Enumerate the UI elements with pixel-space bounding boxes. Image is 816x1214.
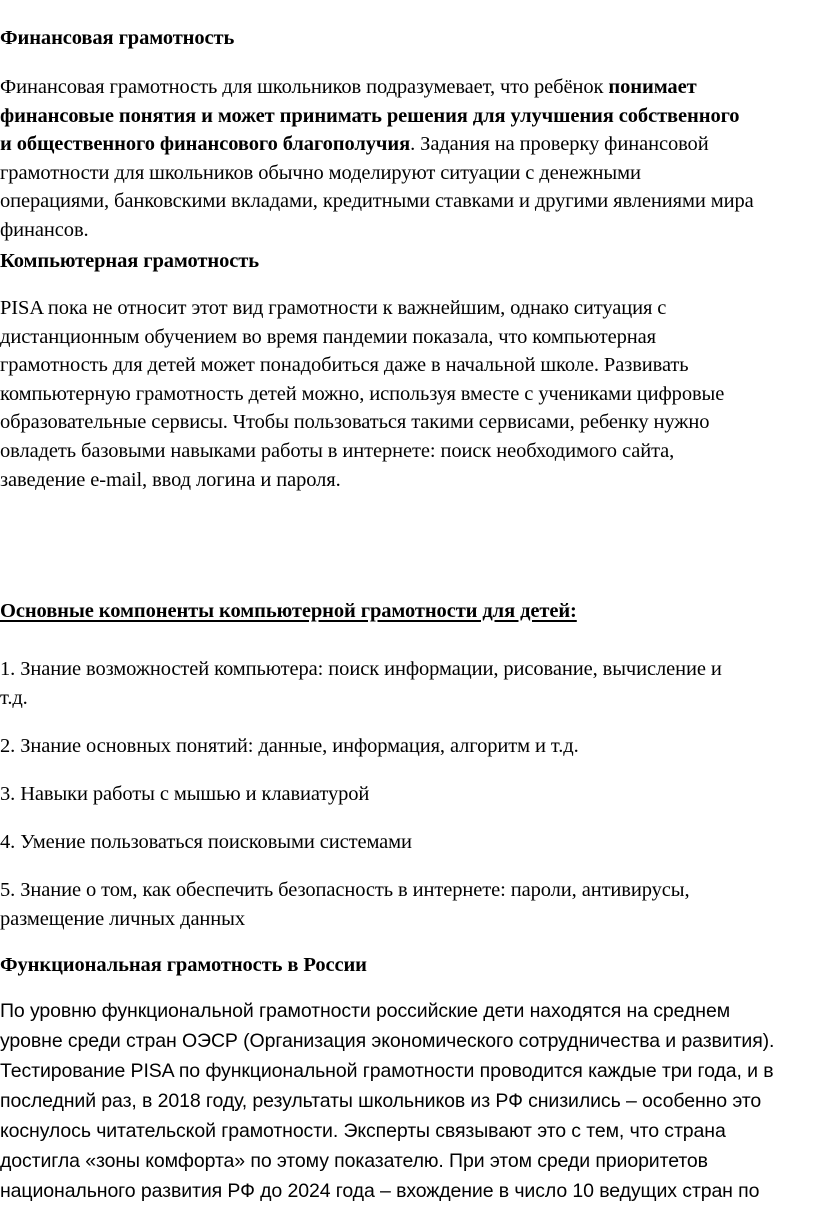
text-line: и общественного финансового благополучия. Задания на проверку финансовой xyxy=(0,133,709,156)
list-item-text: 5. Знание о том, как обеспечить безопасность в интернете: пароли, антивирусы, xyxy=(0,879,690,901)
text-line: образовательные сервисы. Чтобы пользоваться такими сервисами, ребенку нужно xyxy=(0,411,710,434)
list-item-text: 1. Знание возможностей компьютера: поиск информации, рисование, вычисление и xyxy=(0,658,722,680)
text-line: Тестирование PISA по функциональной грамотности проводится каждые три года, и в xyxy=(0,1060,774,1082)
text-line: национального развития РФ до 2024 года – вхождение в число 10 ведущих стран по xyxy=(0,1180,760,1202)
text-line: дистанционным обучением во время пандемии показала, что компьютерная xyxy=(0,325,656,348)
list-item xyxy=(0,732,816,761)
text-line: грамотности для школьников обычно моделируют ситуации с денежными xyxy=(0,161,641,184)
list-item-text-cont: т.д. xyxy=(0,686,28,709)
text-line: коснулось читательской грамотности. Эксперты связывают это с тем, что страна xyxy=(0,1120,726,1142)
text-line: финансов. xyxy=(0,218,89,241)
heading-functional-literacy-russia: Функциональная грамотность в России xyxy=(0,954,367,976)
heading-computer-literacy: Компьютерная грамотность xyxy=(0,250,259,272)
text-line: PISA пока не относит этот вид грамотности к важнейшим, однако ситуация с xyxy=(0,297,667,319)
text-line: овладеть базовыми навыками работы в интернете: поиск необходимого сайта, xyxy=(0,439,675,462)
text-line: операциями, банковскими вкладами, кредитными ставками и другими явлениями мира xyxy=(0,190,754,213)
list-item xyxy=(0,655,816,712)
heading-computer-literacy-components: Основные компоненты компьютерной грамотности для детей: xyxy=(0,600,577,622)
text-line: компьютерную грамотность детей можно, используя вместе с учениками цифровые xyxy=(0,382,725,405)
list-item-text: 2. Знание основных понятий: данные, информация, алгоритм и т.д. xyxy=(0,735,579,757)
list-item-text: 3. Навыки работы с мышью и клавиатурой xyxy=(0,783,370,805)
list-item-text: 4. Умение пользоваться поисковыми системами xyxy=(0,831,412,853)
list-item-text-cont: размещение личных данных xyxy=(0,907,246,930)
text-line: достигла «зоны комфорта» по этому показателю. При этом среди приоритетов xyxy=(0,1150,708,1172)
list-item xyxy=(0,828,816,857)
text-line: грамотность для детей может понадобиться даже в начальной школе. Развивать xyxy=(0,354,689,377)
text-line: финансовые понятия и может принимать решения для улучшения собственного xyxy=(0,104,740,127)
text-line: последний раз, в 2018 году, результаты школьников из РФ снизились – особенно это xyxy=(0,1090,762,1112)
text-line: уровне среди стран ОЭСР (Организация экономического сотрудничества и развития). xyxy=(0,1030,775,1052)
paragraph-financial-literacy xyxy=(0,73,816,245)
paragraph-functional-literacy-russia xyxy=(0,996,816,1206)
list-item xyxy=(0,876,816,933)
paragraph-computer-literacy xyxy=(0,294,816,494)
text-line: По уровню функциональной грамотности российские дети находятся на среднем xyxy=(0,1000,730,1022)
heading-financial-literacy: Финансовая грамотность xyxy=(0,27,235,49)
text-line: Финансовая грамотность для школьников подразумевает, что ребёнок понимает xyxy=(0,76,697,98)
text-line: заведение e-mail, ввод логина и пароля. xyxy=(0,468,341,491)
list-item xyxy=(0,780,816,809)
